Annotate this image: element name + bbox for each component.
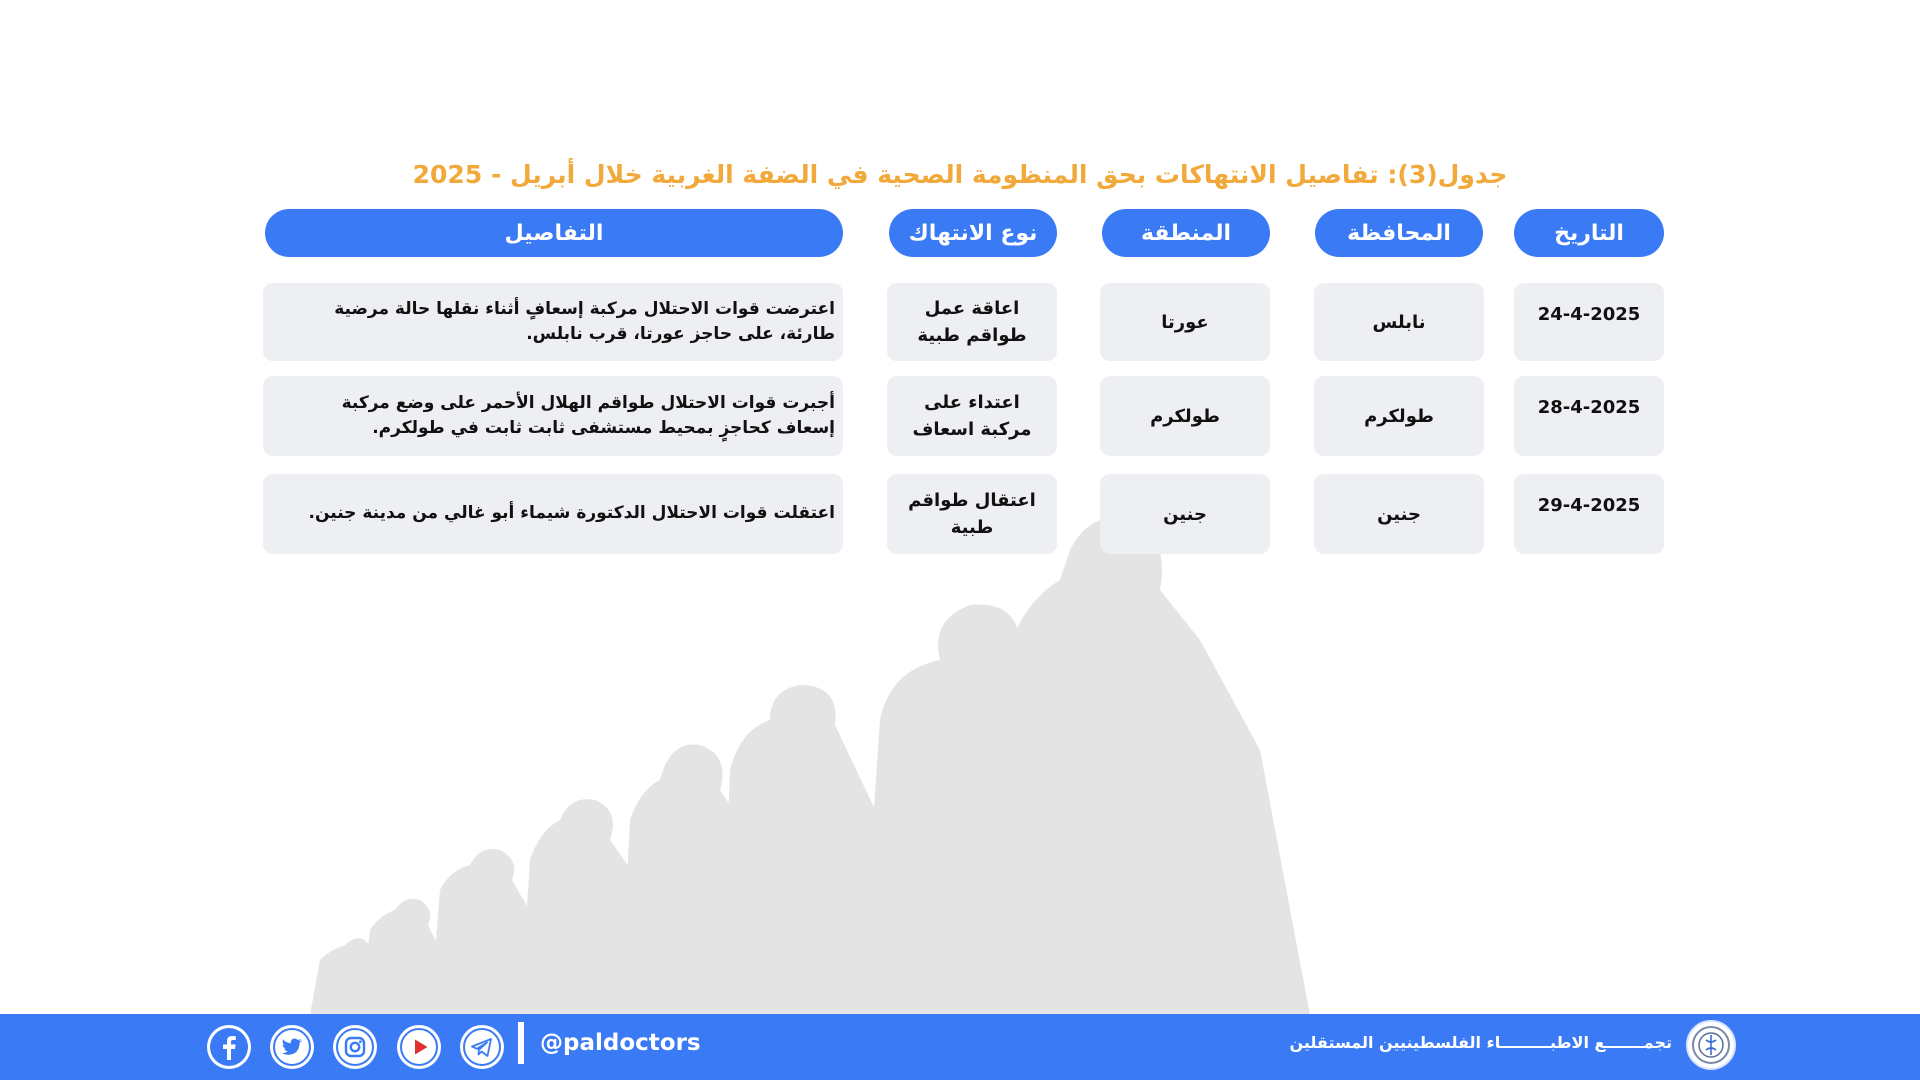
cell-area: جنين [1100, 474, 1270, 554]
organization-name: تجمـــــــع الاطبـــــــــاء الفلسطينيين المستقلين [1289, 1033, 1672, 1052]
cell-governorate: جنين [1314, 474, 1484, 554]
telegram-icon[interactable] [460, 1025, 504, 1069]
cell-date: 24-4-2025 [1514, 283, 1664, 361]
header-violation-type: نوع الانتهاك [889, 209, 1057, 257]
soldiers-silhouette-background [300, 490, 1500, 1015]
cell-violation-type: اعاقة عمل طواقم طبية [887, 283, 1057, 361]
cell-violation-type: اعتداء على مركبة اسعاف [887, 376, 1057, 456]
instagram-icon[interactable] [333, 1025, 377, 1069]
facebook-icon[interactable] [207, 1025, 251, 1069]
organization-logo [1686, 1020, 1736, 1070]
divider [518, 1022, 524, 1064]
cell-governorate: نابلس [1314, 283, 1484, 361]
header-governorate: المحافظة [1315, 209, 1483, 257]
cell-area: طولكرم [1100, 376, 1270, 456]
cell-date: 28-4-2025 [1514, 376, 1664, 456]
table-title: جدول(3): تفاصيل الانتهاكات بحق المنظومة الصحية في الضفة الغربية خلال أبريل - 2025 [412, 160, 1508, 189]
twitter-icon[interactable] [270, 1025, 314, 1069]
cell-date: 29-4-2025 [1514, 474, 1664, 554]
cell-governorate: طولكرم [1314, 376, 1484, 456]
header-date: التاريخ [1514, 209, 1664, 257]
cell-area: عورتا [1100, 283, 1270, 361]
youtube-icon[interactable] [397, 1025, 441, 1069]
cell-violation-type: اعتقال طواقم طبية [887, 474, 1057, 554]
header-details: التفاصيل [265, 209, 843, 257]
cell-details: اعترضت قوات الاحتلال مركبة إسعافٍ أثناء نقلها حالة مرضية طارئة، على حاجز عورتا، قرب نابلس. [263, 283, 843, 361]
social-handle[interactable]: @paldoctors [540, 1030, 701, 1056]
cell-details: أجبرت قوات الاحتلال طواقم الهلال الأحمر على وضع مركبة إسعاف كحاجزٍ بمحيط مستشفى ثابت ثابت في طولكرم. [263, 376, 843, 456]
header-area: المنطقة [1102, 209, 1270, 257]
cell-details: اعتقلت قوات الاحتلال الدكتورة شيماء أبو غالي من مدينة جنين. [263, 474, 843, 554]
